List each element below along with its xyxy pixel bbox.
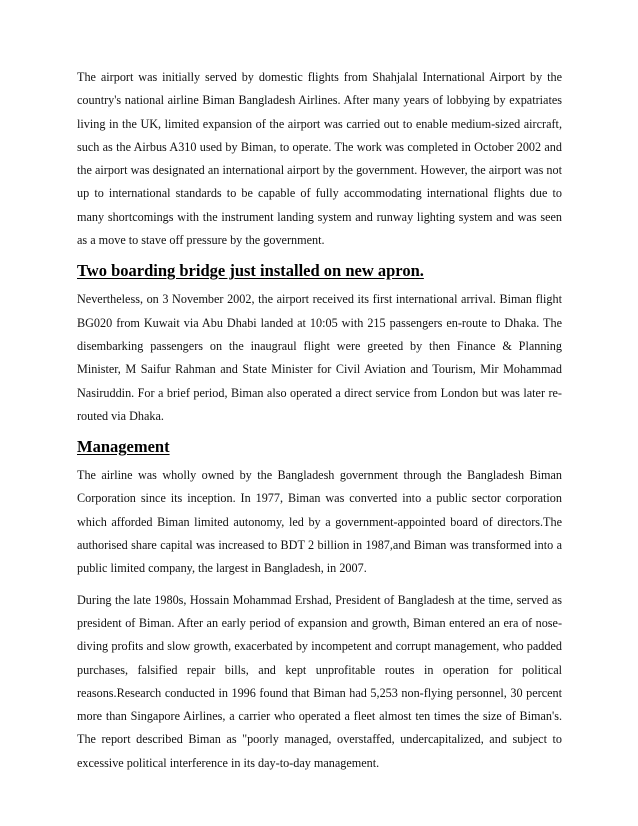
- paragraph-ershad-era: During the late 1980s, Hossain Mohammad Ershad, President of Bangladesh at the time, served as president of Biman. After an early period of expansion and growth, Biman entered an era of nose-diving profits and slow growth, exacerbated by incompetent and corrupt management, who padded purchases, falsified repair bills, and kept unprofitable routes in operation for political reasons.Research conducted in 1996 found that Biman had 5,253 non-flying personnel, 30 percent more than Singapore Airlines, a carrier who operated a fleet almost ten times the size of Biman's. The report described Biman as "poorly managed, overstaffed, undercapitalized, and subject to excessive political interference in its day-to-day management.: [77, 592, 562, 770]
- heading-boarding-bridge: Two boarding bridge just installed on new apron.: [77, 261, 424, 281]
- spacer: [77, 581, 562, 589]
- paragraph-airport-history: The airport was initially served by domestic flights from Shahjalal International Airport by the country's national airline Biman Bangladesh Airlines. After many years of lobbying by expatriates living in the UK, limited expansion of the airport was carried out to enable medium-sized aircraft, such as the Airbus A310 used by Biman, to operate. The work was completed in October 2002 and the airport was designated an international airport by the government. However, the airport was not up to international standards to be capable of fully accommodating international flights due to many shortcomings with the instrument landing system and runway lighting system and was seen as a move to stave off pressure by the government.: [77, 70, 562, 248]
- heading-management: Management: [77, 437, 170, 457]
- document-page: [77, 66, 562, 775]
- paragraph-first-international-arrival: Nevertheless, on 3 November 2002, the airport received its first international arrival. Biman flight BG020 from Kuwait via Abu Dhabi landed at 10:05 with 215 passengers en-route to Dhaka. The disembarking passengers on the inaugraul flight were greeted by then Finance & Planning Minister, M Saifur Rahman and State Minister for Civil Aviation and Tourism, Mir Mohammad Nasiruddin. For a brief period, Biman also operated a direct service from London but was later re-routed via Dhaka.: [77, 292, 562, 423]
- paragraph-ownership: The airline was wholly owned by the Bangladesh government through the Bangladesh Biman Corporation since its inception. In 1977, Biman was converted into a public sector corporation which afforded Biman limited autonomy, led by a government-appointed board of directors.The authorised share capital was increased to BDT 2 billion in 1987,and Biman was transformed into a public limited company, the largest in Bangladesh, in 2007.: [77, 468, 562, 576]
- spacer: [77, 252, 562, 260]
- spacer: [77, 428, 562, 436]
